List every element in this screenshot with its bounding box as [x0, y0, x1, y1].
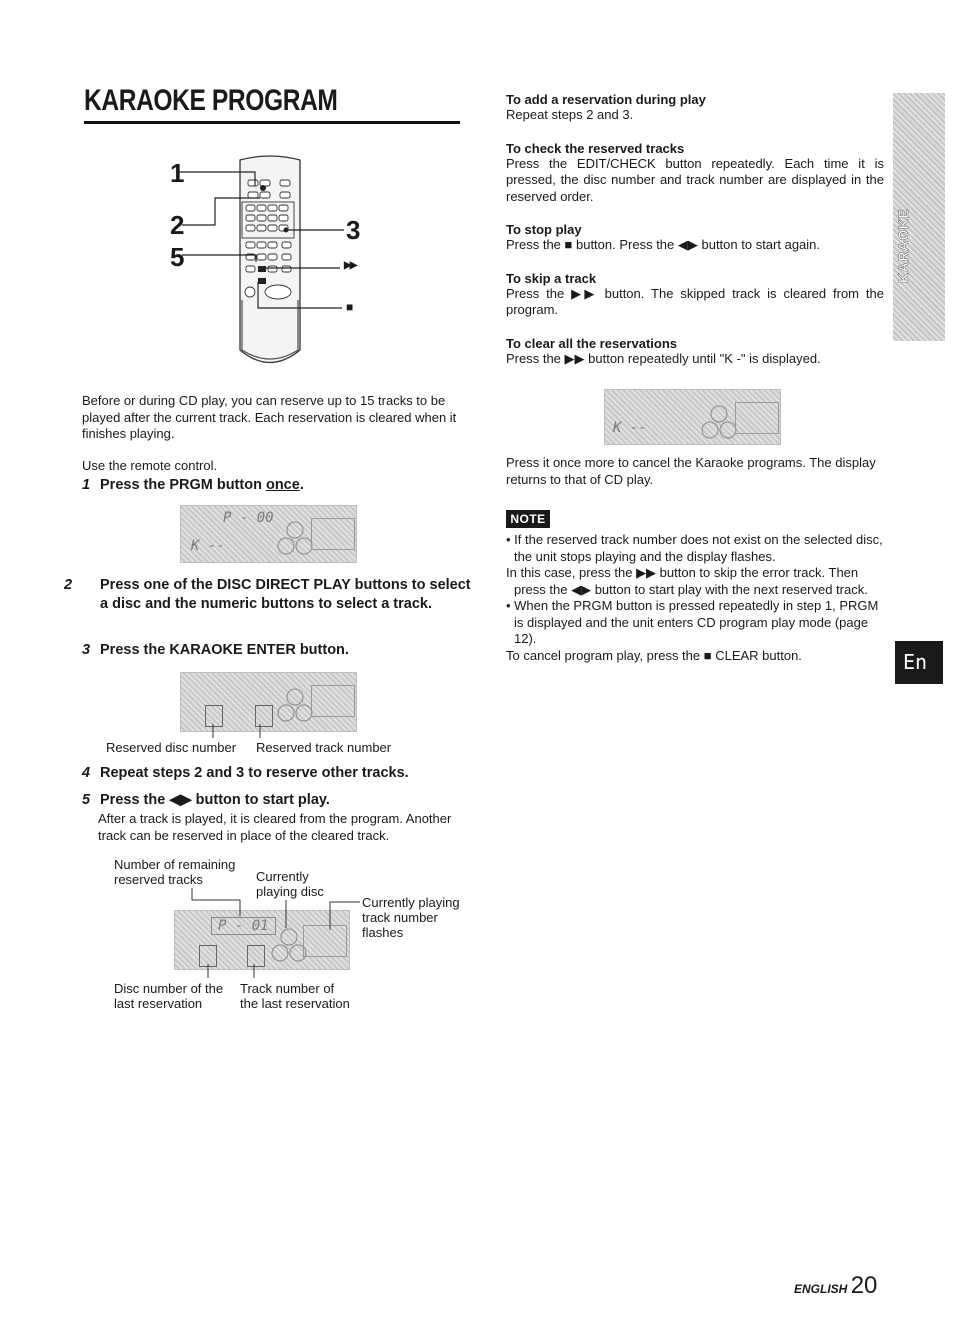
lcd-bottom-text: K --: [191, 538, 225, 554]
step-1: [82, 476, 462, 495]
step-number: 3: [82, 642, 91, 658]
disc-icon: [277, 687, 313, 723]
page-footer: [794, 1272, 877, 1300]
callout-1: 1: [170, 158, 185, 188]
playing-track-label: Currently playing track number flashes: [362, 895, 460, 940]
callout-5: 5: [170, 242, 185, 272]
last-disc-label: Disc number of the last reservation: [114, 981, 224, 1011]
step-text-end: .: [299, 477, 304, 493]
playing-disc-label: Currently playing disc: [256, 869, 324, 899]
track-grid-icon: [311, 685, 355, 717]
add-reservation-heading: To add a reservation during play: [506, 92, 706, 107]
title-rule: [84, 121, 460, 124]
clear-reservations-heading: To clear all the reservations: [506, 335, 677, 351]
right-column: [506, 92, 884, 367]
reserved-disc-label: Reserved disc number: [106, 740, 237, 755]
note-item: • When the PRGM button is pressed repeatedly in step 1, PRGM is displayed and the unit enters CD program play mode (page 12).: [506, 598, 879, 646]
step-text: Press one of the DISC DIRECT PLAY buttons to select a disc and the numeric buttons to select a track.: [100, 577, 471, 612]
track-grid-icon: [735, 402, 779, 434]
page-number: 20: [850, 1272, 878, 1299]
lcd-display-prgm: [180, 505, 357, 563]
add-reservation-text: Repeat steps 2 and 3.: [506, 107, 634, 122]
karaoke-side-text: KARAOKE: [895, 208, 911, 283]
callout-ff-icon: ▶▶: [344, 260, 356, 271]
callout-3: 3: [346, 215, 361, 245]
note-badge: NOTE: [506, 510, 550, 528]
karaoke-side-label: [893, 93, 923, 293]
callout-stop-icon: ■: [346, 300, 354, 314]
use-remote-text: Use the remote control.: [82, 458, 218, 473]
clear-reservations-text: Press the ▶▶ button repeatedly until "K -" is displayed.: [506, 350, 821, 366]
check-reserved-heading: To check the reserved tracks: [506, 140, 685, 156]
skip-track-text: Press the ▶▶ button. The skipped track is cleared from the program.: [506, 285, 884, 317]
lcd-display-reserved: [180, 672, 357, 732]
disc-icon: [701, 404, 737, 440]
note-list: [506, 532, 884, 664]
step-emphasis: once: [265, 477, 300, 493]
step-number: 4: [82, 765, 91, 781]
track-grid-icon: [311, 518, 355, 550]
reserved-track-label: Reserved track number: [256, 740, 392, 755]
stop-play-heading: To stop play: [506, 222, 582, 237]
step-text: Press the ◀▶ button to start play.: [100, 792, 330, 808]
display3-leader-lines: [190, 888, 365, 983]
callout-2: 2: [170, 210, 185, 240]
note-item: • If the reserved track number does not exist on the selected disc, the unit stops playing and the display flashes.: [506, 532, 883, 564]
lcd-program-text: P - 01: [211, 917, 276, 935]
step-text: Press the PRGM button: [100, 477, 266, 493]
step-4: [82, 764, 462, 783]
step-text: Press the KARAOKE ENTER button.: [100, 642, 349, 658]
check-reserved-text: Press the EDIT/CHECK button repeatedly. Each time it is pressed, the disc number and track number are displayed in the reserved order.: [506, 155, 884, 204]
page-title: KARAOKE PROGRAM: [84, 84, 338, 117]
lcd-cleared-text: K --: [613, 420, 647, 436]
step-number: 1: [82, 477, 91, 493]
stop-play-text: Press the ■ button. Press the ◀▶ button to start again.: [506, 237, 821, 252]
step-5: [82, 791, 462, 810]
disc-icon: [277, 520, 313, 556]
note-item: In this case, press the ▶▶ button to skip the error track. Then press the ◀▶ button to start play with the next reserved track.: [506, 565, 868, 597]
note-item: To cancel program play, press the ■ CLEAR button.: [506, 647, 802, 663]
remaining-tracks-label: Number of remaining reserved tracks: [114, 857, 236, 887]
intro-text: Before or during CD play, you can reserve up to 15 tracks to be played after the current track. Each reservation is cleared when it finishes playing.: [82, 393, 457, 441]
step-text: Repeat steps 2 and 3 to reserve other tracks.: [100, 765, 409, 781]
step-3: [82, 641, 462, 660]
step-5-body: After a track is played, it is cleared from the program. Another track can be reserved in place of the cleared track.: [98, 811, 452, 843]
step-2: [64, 576, 480, 614]
step-number: 5: [82, 792, 91, 808]
lcd-display-cleared: [604, 389, 781, 445]
footer-language: ENGLISH: [794, 1282, 848, 1296]
lcd-top-text: P - 00: [223, 510, 274, 526]
cancel-karaoke-text: Press it once more to cancel the Karaoke programs. The display returns to that of CD play.: [506, 455, 876, 487]
skip-track-heading: To skip a track: [506, 270, 597, 286]
last-track-label: Track number of the last reservation: [240, 981, 350, 1011]
step-number: 2: [64, 577, 73, 593]
language-tab: En: [895, 641, 943, 684]
